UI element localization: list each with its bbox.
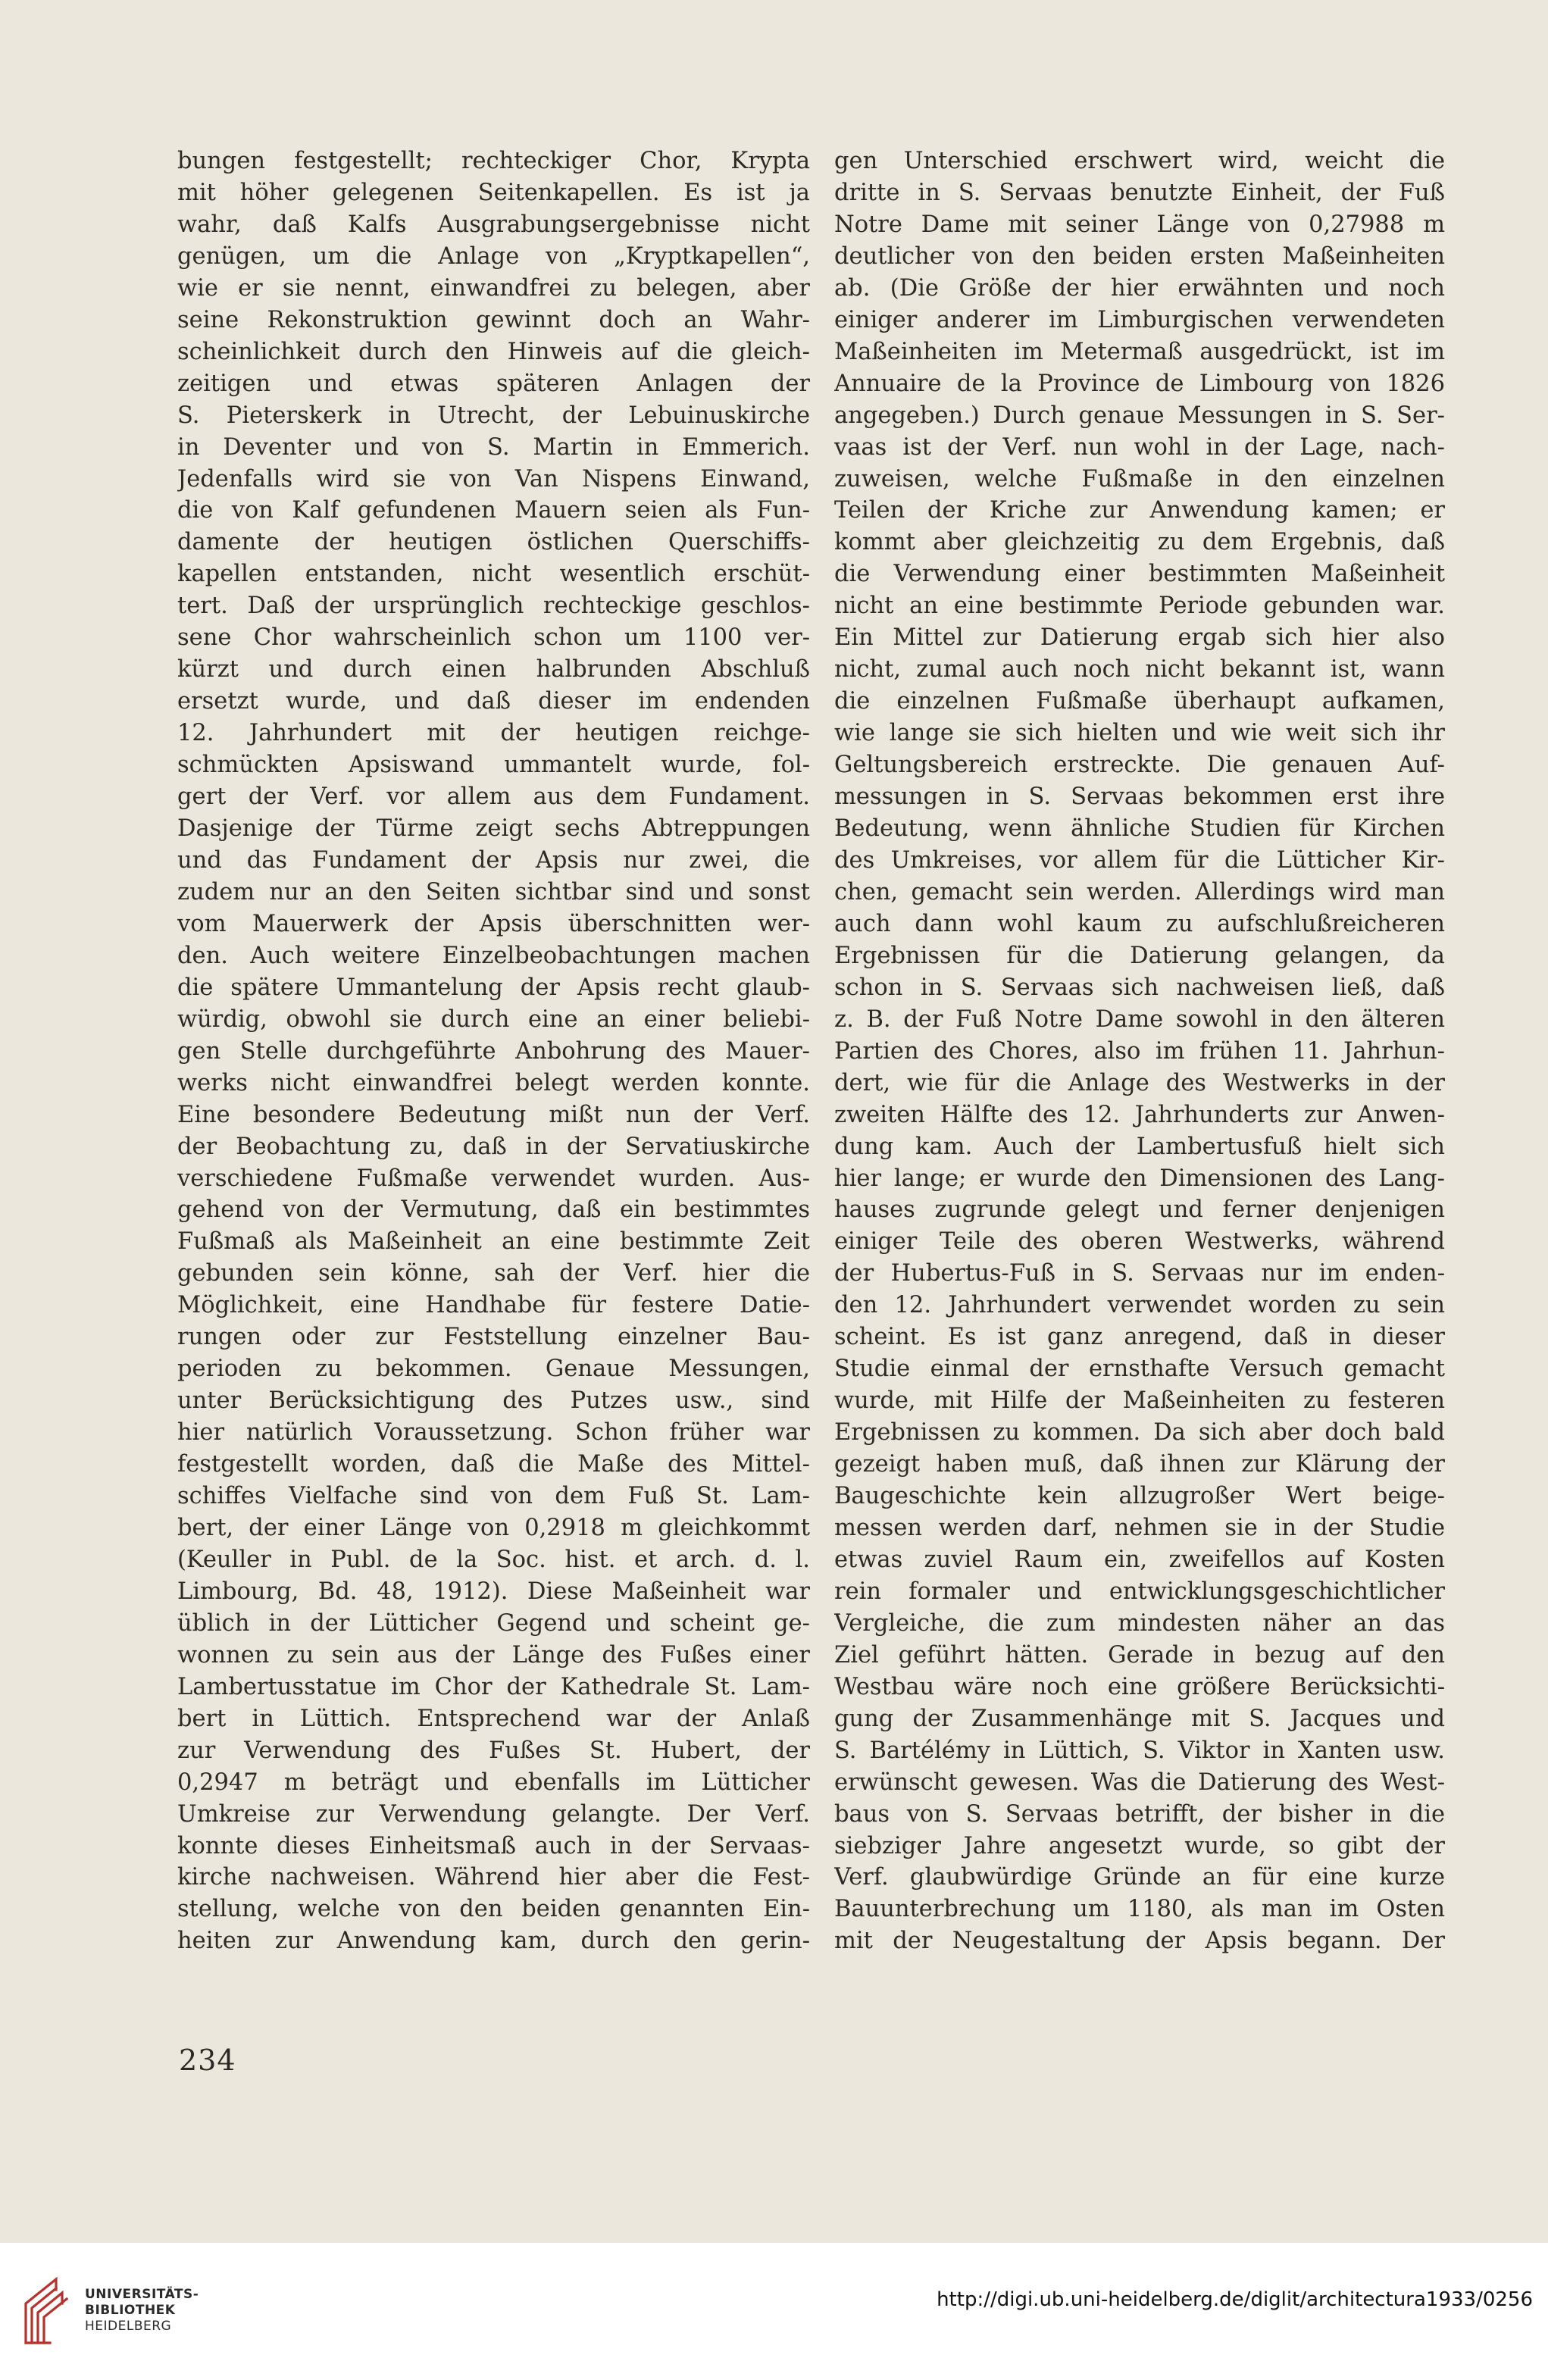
text-line: z. B. der Fuß Notre Dame sowohl in den älteren	[834, 1005, 1445, 1033]
text-line: verschiedene Fußmaße verwendet wurden. Aus-	[177, 1165, 810, 1192]
text-line: zudem nur an den Seiten sichtbar sind und sonst	[177, 878, 810, 905]
text-line: kirche nachweisen. Während hier aber die Fest-	[177, 1864, 810, 1891]
text-line: hier natürlich Voraussetzung. Schon früher war	[177, 1419, 810, 1446]
text-line: kapellen entstanden, nicht wesentlich erschüt-	[177, 561, 810, 588]
text-line: etwas zuviel Raum ein, zweifellos auf Kosten	[834, 1546, 1445, 1573]
page-number: 234	[179, 2044, 236, 2077]
text-line: Limbourg, Bd. 48, 1912). Diese Maßeinheit war	[177, 1578, 810, 1605]
text-line: gebunden sein könne, sah der Verf. hier die	[177, 1260, 810, 1287]
text-line: festgestellt worden, daß die Maße des Mittel-	[177, 1451, 810, 1478]
text-line: dung kam. Auch der Lambertusfuß hielt sich	[834, 1133, 1445, 1160]
text-line: des Umkreises, vor allem für die Lütticher Kir-	[834, 846, 1445, 874]
text-line: schiffes Vielfache sind von dem Fuß St. Lam-	[177, 1483, 810, 1510]
text-line: Verf. glaubwürdige Gründe an für eine kurze	[834, 1864, 1445, 1891]
text-line: mit höher gelegenen Seitenkapellen. Es ist ja	[177, 179, 810, 206]
text-line: vaas ist der Verf. nun wohl in der Lage, nach-	[834, 433, 1445, 461]
text-line: einiger anderer im Limburgischen verwendeten	[834, 306, 1445, 333]
text-line: rungen oder zur Feststellung einzelner Bau-	[177, 1324, 810, 1351]
text-line: Teilen der Kriche zur Anwendung kamen; er	[834, 497, 1445, 524]
text-line: bert in Lüttich. Entsprechend war der Anlaß	[177, 1705, 810, 1732]
library-name-line-1: UNIVERSITÄTS-	[85, 2287, 199, 2302]
text-line: angegeben.) Durch genaue Messungen in S. Ser-	[834, 402, 1445, 429]
text-line: rein formaler und entwicklungsgeschichtlicher	[834, 1578, 1445, 1605]
text-line: perioden zu bekommen. Genaue Messungen,	[177, 1356, 810, 1383]
left-text-column	[177, 145, 810, 1957]
text-line: Annuaire de la Province de Limbourg von 1826	[834, 370, 1445, 397]
text-line: werks nicht einwandfrei belegt werden konnte.	[177, 1069, 810, 1096]
library-logo-icon	[20, 2273, 73, 2349]
text-line: messen werden darf, nehmen sie in der Studie	[834, 1514, 1445, 1541]
text-line: ab. (Die Größe der hier erwähnten und noch	[834, 274, 1445, 302]
text-line: Maßeinheiten im Metermaß ausgedrückt, ist im	[834, 338, 1445, 365]
text-line: genügen, um die Anlage von „Kryptkapellen“,	[177, 242, 810, 270]
text-line: S. Pieterskerk in Utrecht, der Lebuinuskirche	[177, 402, 810, 429]
right-text-column	[834, 145, 1445, 1957]
text-line: zweiten Hälfte des 12. Jahrhunderts zur Anwen-	[834, 1101, 1445, 1128]
text-line: damente der heutigen östlichen Querschiffs-	[177, 529, 810, 556]
text-line: die einzelnen Fußmaße überhaupt aufkamen,	[834, 688, 1445, 715]
text-line: wahr, daß Kalfs Ausgrabungsergebnisse nicht	[177, 211, 810, 238]
text-line: dritte in S. Servaas benutzte Einheit, der Fuß	[834, 179, 1445, 206]
text-line: die Verwendung einer bestimmten Maßeinheit	[834, 561, 1445, 588]
text-line: einiger Teile des oberen Westwerks, während	[834, 1228, 1445, 1256]
text-line: (Keuller in Publ. de la Soc. hist. et arch. d. l.	[177, 1546, 810, 1573]
text-line: schon in S. Servaas sich nachweisen ließ, daß	[834, 974, 1445, 1001]
text-line: wie er sie nennt, einwandfrei zu belegen, aber	[177, 274, 810, 302]
text-line: unter Berücksichtigung des Putzes usw., sind	[177, 1387, 810, 1415]
text-line: Dasjenige der Türme zeigt sechs Abtreppungen	[177, 815, 810, 843]
text-line: sene Chor wahrscheinlich schon um 1100 ver-	[177, 624, 810, 652]
text-line: konnte dieses Einheitsmaß auch in der Servaas-	[177, 1832, 810, 1859]
footer-bar	[0, 2243, 1548, 2380]
text-line: heiten zur Anwendung kam, durch den gerin-	[177, 1928, 810, 1955]
text-line: Baugeschichte kein allzugroßer Wert beige-	[834, 1483, 1445, 1510]
text-line: bungen festgestellt; rechteckiger Chor, Krypta	[177, 148, 810, 174]
text-line: Partien des Chores, also im frühen 11. Jahrhun-	[834, 1037, 1445, 1065]
text-line: Lambertusstatue im Chor der Kathedrale St. Lam-	[177, 1673, 810, 1700]
text-line: erwünscht gewesen. Was die Datierung des West-	[834, 1769, 1445, 1796]
text-line: schmückten Apsiswand ummantelt wurde, fol-	[177, 752, 810, 779]
text-line: Geltungsbereich erstreckte. Die genauen Auf-	[834, 752, 1445, 779]
text-line: tert. Daß der ursprünglich rechteckige geschlos-	[177, 593, 810, 620]
text-line: Ein Mittel zur Datierung ergab sich hier also	[834, 624, 1445, 652]
text-line: Möglichkeit, eine Handhabe für festere Datie-	[177, 1292, 810, 1319]
text-line: kommt aber gleichzeitig zu dem Ergebnis, daß	[834, 529, 1445, 556]
text-line: vom Mauerwerk der Apsis überschnitten wer-	[177, 910, 810, 937]
text-line: kürzt und durch einen halbrunden Abschluß	[177, 656, 810, 683]
text-line: hier lange; er wurde den Dimensionen des Lang-	[834, 1165, 1445, 1192]
text-line: siebziger Jahre angesetzt wurde, so gibt der	[834, 1832, 1445, 1859]
text-line: wonnen zu sein aus der Länge des Fußes einer	[177, 1641, 810, 1669]
text-line: wurde, mit Hilfe der Maßeinheiten zu festeren	[834, 1387, 1445, 1415]
text-line: auch dann wohl kaum zu aufschlußreicheren	[834, 910, 1445, 937]
text-line: Ziel geführt hätten. Gerade in bezug auf den	[834, 1641, 1445, 1669]
text-line: Notre Dame mit seiner Länge von 0,27988 m	[834, 211, 1445, 238]
text-line: würdig, obwohl sie durch eine an einer beliebi-	[177, 1005, 810, 1033]
text-line: Bauunterbrechung um 1180, als man im Osten	[834, 1896, 1445, 1923]
text-line: scheint. Es ist ganz anregend, daß in dieser	[834, 1324, 1445, 1351]
text-line: dert, wie für die Anlage des Westwerks in der	[834, 1069, 1445, 1096]
text-line: zur Verwendung des Fußes St. Hubert, der	[177, 1737, 810, 1764]
text-line: stellung, welche von den beiden genannten Ein-	[177, 1896, 810, 1923]
text-line: gezeigt haben muß, daß ihnen zur Klärung der	[834, 1451, 1445, 1478]
text-line: nicht an eine bestimmte Periode gebunden war.	[834, 593, 1445, 620]
text-line: gert der Verf. vor allem aus dem Fundament.	[177, 783, 810, 811]
text-line: Bedeutung, wenn ähnliche Studien für Kirchen	[834, 815, 1445, 843]
text-line: mit der Neugestaltung der Apsis begann. Der	[834, 1928, 1445, 1955]
text-line: in Deventer und von S. Martin in Emmerich.	[177, 433, 810, 461]
text-line: Eine besondere Bedeutung mißt nun der Verf.	[177, 1101, 810, 1128]
text-line: der Hubertus-Fuß in S. Servaas nur im enden-	[834, 1260, 1445, 1287]
text-line: Studie einmal der ernsthafte Versuch gemacht	[834, 1356, 1445, 1383]
text-line: deutlicher von den beiden ersten Maßeinheiten	[834, 242, 1445, 270]
text-line: Ergebnissen für die Datierung gelangen, da	[834, 942, 1445, 969]
text-line: den 12. Jahrhundert verwendet worden zu sein	[834, 1292, 1445, 1319]
text-line: üblich in der Lütticher Gegend und scheint ge-	[177, 1609, 810, 1637]
library-name-line-2: BIBLIOTHEK	[85, 2303, 176, 2318]
text-line: scheinlichkeit durch den Hinweis auf die gleich-	[177, 338, 810, 365]
text-line: baus von S. Servaas betrifft, der bisher in die	[834, 1800, 1445, 1828]
text-line: gen Unterschied erschwert wird, weicht die	[834, 148, 1445, 174]
text-line: die von Kalf gefundenen Mauern seien als Fun-	[177, 497, 810, 524]
text-line: messungen in S. Servaas bekommen erst ihre	[834, 783, 1445, 811]
text-line: bert, der einer Länge von 0,2918 m gleichkommt	[177, 1514, 810, 1541]
text-line: gung der Zusammenhänge mit S. Jacques und	[834, 1705, 1445, 1732]
text-line: Vergleiche, die zum mindesten näher an das	[834, 1609, 1445, 1637]
text-line: der Beobachtung zu, daß in der Servatiuskirche	[177, 1133, 810, 1160]
text-line: 0,2947 m beträgt und ebenfalls im Lütticher	[177, 1769, 810, 1796]
text-line: hauses zugrunde gelegt und ferner denjenigen	[834, 1196, 1445, 1224]
text-line: wie lange sie sich hielten und wie weit sich ihr	[834, 720, 1445, 747]
text-line: Fußmaß als Maßeinheit an eine bestimmte Zeit	[177, 1228, 810, 1256]
text-line: den. Auch weitere Einzelbeobachtungen machen	[177, 942, 810, 969]
text-line: Ergebnissen zu kommen. Da sich aber doch bald	[834, 1419, 1445, 1446]
text-line: und das Fundament der Apsis nur zwei, die	[177, 846, 810, 874]
source-url-link[interactable]: http://digi.ub.uni-heidelberg.de/diglit/architectura1933/0256	[937, 2288, 1533, 2311]
text-line: chen, gemacht sein werden. Allerdings wird man	[834, 878, 1445, 905]
text-line: zeitigen und etwas späteren Anlagen der	[177, 370, 810, 397]
library-name-line-3: HEIDELBERG	[85, 2319, 172, 2334]
text-line: die spätere Ummantelung der Apsis recht glaub-	[177, 974, 810, 1001]
text-line: S. Bartélémy in Lüttich, S. Viktor in Xanten usw.	[834, 1737, 1445, 1764]
text-line: 12. Jahrhundert mit der heutigen reichge-	[177, 720, 810, 747]
text-line: zuweisen, welche Fußmaße in den einzelnen	[834, 465, 1445, 493]
text-line: seine Rekonstruktion gewinnt doch an Wahr-	[177, 306, 810, 333]
library-name	[85, 2287, 199, 2335]
text-line: gehend von der Vermutung, daß ein bestimmtes	[177, 1196, 810, 1224]
text-line: ersetzt wurde, und daß dieser im endenden	[177, 688, 810, 715]
text-line: Umkreise zur Verwendung gelangte. Der Verf.	[177, 1800, 810, 1828]
text-line: Jedenfalls wird sie von Van Nispens Einwand,	[177, 465, 810, 493]
text-line: gen Stelle durchgeführte Anbohrung des Mauer-	[177, 1037, 810, 1065]
text-line: Westbau wäre noch eine größere Berücksichti-	[834, 1673, 1445, 1700]
text-line: nicht, zumal auch noch nicht bekannt ist, wann	[834, 656, 1445, 683]
